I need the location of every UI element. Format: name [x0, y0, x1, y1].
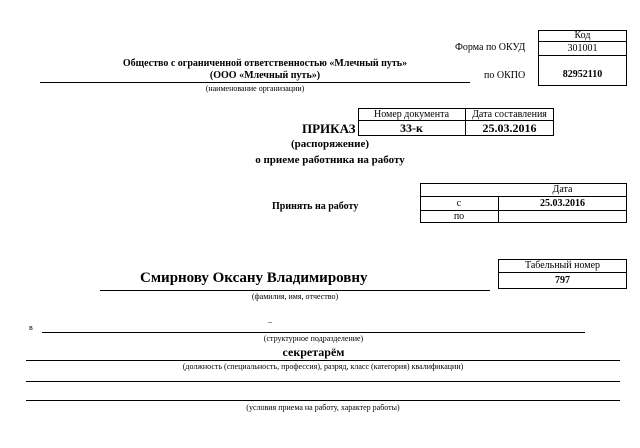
department-dash: –: [268, 317, 272, 326]
hire-from-value: 25.03.2016: [540, 197, 585, 209]
hire-from-label: с: [456, 197, 462, 209]
hire-to-label: по: [453, 211, 465, 222]
position-value: секретарём: [282, 345, 345, 359]
order-title: ПРИКАЗ: [302, 121, 356, 136]
department-underline: [42, 332, 585, 333]
hire-date-header: Дата: [552, 184, 573, 195]
organization-short-name: (ООО «Млечный путь»): [209, 70, 321, 81]
codes-row-divider-2: [538, 55, 627, 56]
tabnum-value: 797: [555, 275, 570, 286]
organization-underline: [40, 82, 470, 83]
employee-name-underline: [100, 290, 490, 291]
document-number-value: 33-к: [400, 120, 423, 135]
tabnum-header: Табельный номер: [524, 260, 601, 271]
hire-to-value: [498, 210, 627, 223]
position-caption: (должность (специальность, профессия), разряд, класс (категория) квалификации): [182, 362, 464, 371]
okud-value: 301001: [567, 42, 598, 54]
organization-caption: (наименование организации): [205, 84, 305, 93]
order-subject: о приеме работника на работу: [255, 154, 405, 166]
department-prefix: в: [29, 323, 33, 332]
codes-header: Код: [574, 30, 591, 41]
okpo-value: 82952110: [562, 68, 603, 80]
document-date-header: Дата составления: [472, 108, 547, 120]
hire-label: Принять на работу: [272, 201, 359, 212]
conditions-underline: [26, 400, 620, 401]
position-underline: [26, 360, 620, 361]
blank-line-1: [26, 381, 620, 382]
document-date-value: 25.03.2016: [482, 120, 537, 135]
order-subtitle: (распоряжение): [290, 138, 369, 150]
organization-name: Общество с ограниченной ответственностью «Млечный путь»: [122, 58, 408, 69]
employee-name-caption: (фамилия, имя, отчество): [251, 292, 339, 301]
department-caption: (структурное подразделение): [263, 334, 364, 343]
employee-name: Смирнову Оксану Владимировну: [140, 270, 368, 286]
document-number-header: Номер документа: [373, 108, 450, 120]
okpo-label: по ОКПО: [484, 70, 526, 81]
okud-label: Форма по ОКУД: [455, 42, 526, 53]
conditions-caption: (условия приема на работу, характер работы): [246, 403, 400, 412]
